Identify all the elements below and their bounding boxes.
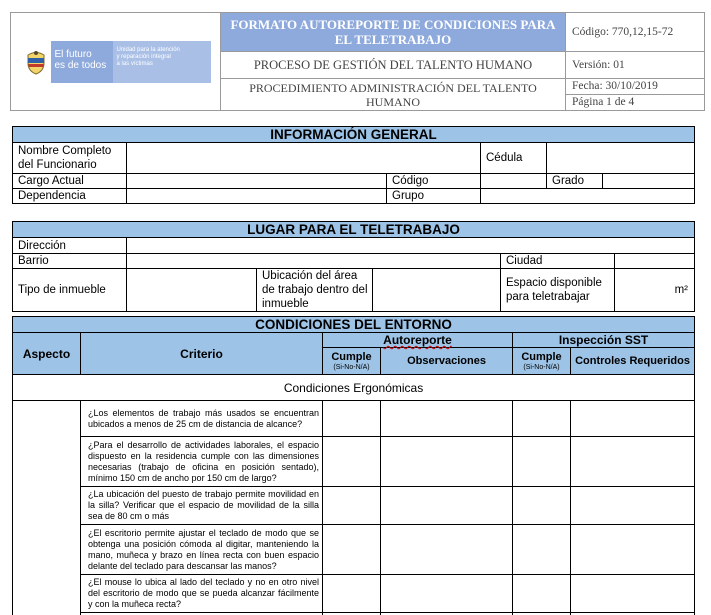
aspecto-header: Aspecto	[13, 333, 81, 375]
cumple-label: Cumple	[521, 351, 562, 363]
cedula-label: Cédula	[481, 143, 547, 174]
observaciones-field[interactable]	[381, 525, 513, 575]
dependencia-label: Dependencia	[13, 189, 127, 204]
grado-field[interactable]	[603, 174, 695, 189]
codigo-field[interactable]	[481, 174, 547, 189]
cumple-label: Cumple	[331, 351, 372, 363]
cumple-sst-field[interactable]	[513, 575, 571, 613]
logo-sub-line-3: a las víctimas	[116, 60, 153, 67]
controles-field[interactable]	[571, 437, 695, 487]
controles-field[interactable]	[571, 487, 695, 525]
grupo-label: Grupo	[387, 189, 481, 204]
controles-field[interactable]	[571, 401, 695, 437]
espacio-field[interactable]	[615, 269, 695, 312]
coat-of-arms-icon	[21, 41, 51, 83]
cumple-header-autoreporte	[323, 348, 381, 375]
aspect-cell	[13, 401, 81, 615]
cumple-header-inspeccion	[513, 348, 571, 375]
procedure-name: PROCEDIMIENTO ADMINISTRACIÓN DEL TALENTO HUMANO	[221, 79, 566, 111]
controles-field[interactable]	[571, 525, 695, 575]
cedula-field[interactable]	[547, 143, 695, 174]
autoreporte-label: Autoreporte	[383, 333, 452, 347]
name-field[interactable]	[127, 143, 481, 174]
cumple-auto-field[interactable]	[323, 437, 381, 487]
cumple-auto-field[interactable]	[323, 401, 381, 437]
date-page-cell	[566, 79, 705, 111]
inspeccion-header: Inspección SST	[513, 333, 695, 348]
grado-label: Grado	[547, 174, 603, 189]
form-code: Código: 770,12,15-72	[566, 13, 705, 52]
square-meter-unit: m²	[674, 284, 689, 296]
dependencia-field[interactable]	[127, 189, 387, 204]
page-number: Página 1 de 4	[572, 96, 635, 108]
criterion-text: ¿El mouse lo ubica al lado del teclado y no en otro nivel del escritorio de modo que se pueda alcanzar fácilmente y con la muñeca recta?	[81, 575, 323, 613]
criterion-text: ¿Los elementos de trabajo más usados se encuentran ubicados a menos de 25 cm de distancia de alcance?	[81, 401, 323, 437]
criterio-header: Criterio	[81, 333, 323, 375]
logo-cell	[11, 13, 221, 111]
logo-line-1: El futuro	[54, 48, 92, 60]
name-label: Nombre Completo del Funcionario	[13, 143, 127, 174]
conditions-table	[12, 316, 695, 615]
ergonomic-subsection: Condiciones Ergonómicas	[13, 375, 695, 401]
cumple-auto-field[interactable]	[323, 525, 381, 575]
autoreporte-header	[323, 333, 513, 348]
form-date: Fecha: 30/10/2019	[566, 79, 704, 95]
cumple-auto-field[interactable]	[323, 575, 381, 613]
controles-field[interactable]	[571, 575, 695, 613]
criterion-text: ¿Para el desarrollo de actividades laborales, el espacio dispuesto en la residencia cumple con las dimensiones necesarias (trabajo de oficina en posición sentado), mínimo 150 cm de ancho por 150 cm de largo?	[81, 437, 323, 487]
general-info-table	[12, 126, 695, 204]
process-name: PROCESO DE GESTIÓN DEL TALENTO HUMANO	[221, 52, 566, 79]
observaciones-field[interactable]	[381, 575, 513, 613]
ciudad-field[interactable]	[615, 254, 695, 269]
criterion-text: ¿El escritorio permite ajustar el teclado de modo que se obtenga una posición cómoda al digitar, manteniendo la mano, muñeca y brazo en línea recta con buen espacio delante del teclado para descansar las manos?	[81, 525, 323, 575]
logo-sub-line-1: Unidad para la atención	[116, 46, 180, 53]
cumple-sst-field[interactable]	[513, 487, 571, 525]
observaciones-header: Observaciones	[381, 348, 513, 375]
workplace-table	[12, 221, 695, 312]
direccion-label: Dirección	[13, 238, 127, 254]
tipo-inmueble-label: Tipo de inmueble	[13, 269, 127, 312]
workplace-title: LUGAR PARA EL TELETRABAJO	[13, 222, 695, 238]
grupo-field[interactable]	[481, 189, 695, 204]
barrio-label: Barrio	[13, 254, 127, 269]
cumple-sst-field[interactable]	[513, 437, 571, 487]
cumple-sub-label: (Si-No-N/A)	[333, 364, 370, 371]
direccion-field[interactable]	[127, 238, 695, 254]
espacio-label: Espacio disponible para teletrabajar	[501, 269, 615, 312]
document-header	[10, 12, 705, 111]
form-version: Versión: 01	[566, 52, 705, 79]
observaciones-field[interactable]	[381, 437, 513, 487]
tipo-inmueble-field[interactable]	[127, 269, 257, 312]
cumple-sst-field[interactable]	[513, 401, 571, 437]
cumple-auto-field[interactable]	[323, 487, 381, 525]
logo-sub-line-2: y reparación integral	[116, 53, 171, 60]
codigo-label: Código	[387, 174, 481, 189]
cumple-sub-label: (Si-No-N/A)	[523, 364, 560, 371]
logo-line-2: es de todos	[54, 59, 107, 71]
observaciones-field[interactable]	[381, 487, 513, 525]
logo-tagline	[51, 41, 113, 83]
general-info-title: INFORMACIÓN GENERAL	[13, 127, 695, 143]
barrio-field[interactable]	[127, 254, 501, 269]
ciudad-label: Ciudad	[501, 254, 615, 269]
cargo-label: Cargo Actual	[13, 174, 127, 189]
controles-header: Controles Requeridos	[571, 348, 695, 375]
cumple-sst-field[interactable]	[513, 525, 571, 575]
criterion-text: ¿La ubicación del puesto de trabajo permite movilidad en la silla? Verificar que el espacio de movilidad de la silla sea de 80 cm o más	[81, 487, 323, 525]
logo-unit-name	[113, 41, 211, 83]
organization-logo	[21, 41, 211, 83]
ubicacion-field[interactable]	[373, 269, 501, 312]
observaciones-field[interactable]	[381, 401, 513, 437]
form-title: FORMATO AUTOREPORTE DE CONDICIONES PARA EL TELETRABAJO	[221, 13, 566, 52]
cargo-field[interactable]	[127, 174, 387, 189]
conditions-title: CONDICIONES DEL ENTORNO	[13, 317, 695, 333]
ubicacion-label: Ubicación del área de trabajo dentro del inmueble	[257, 269, 373, 312]
